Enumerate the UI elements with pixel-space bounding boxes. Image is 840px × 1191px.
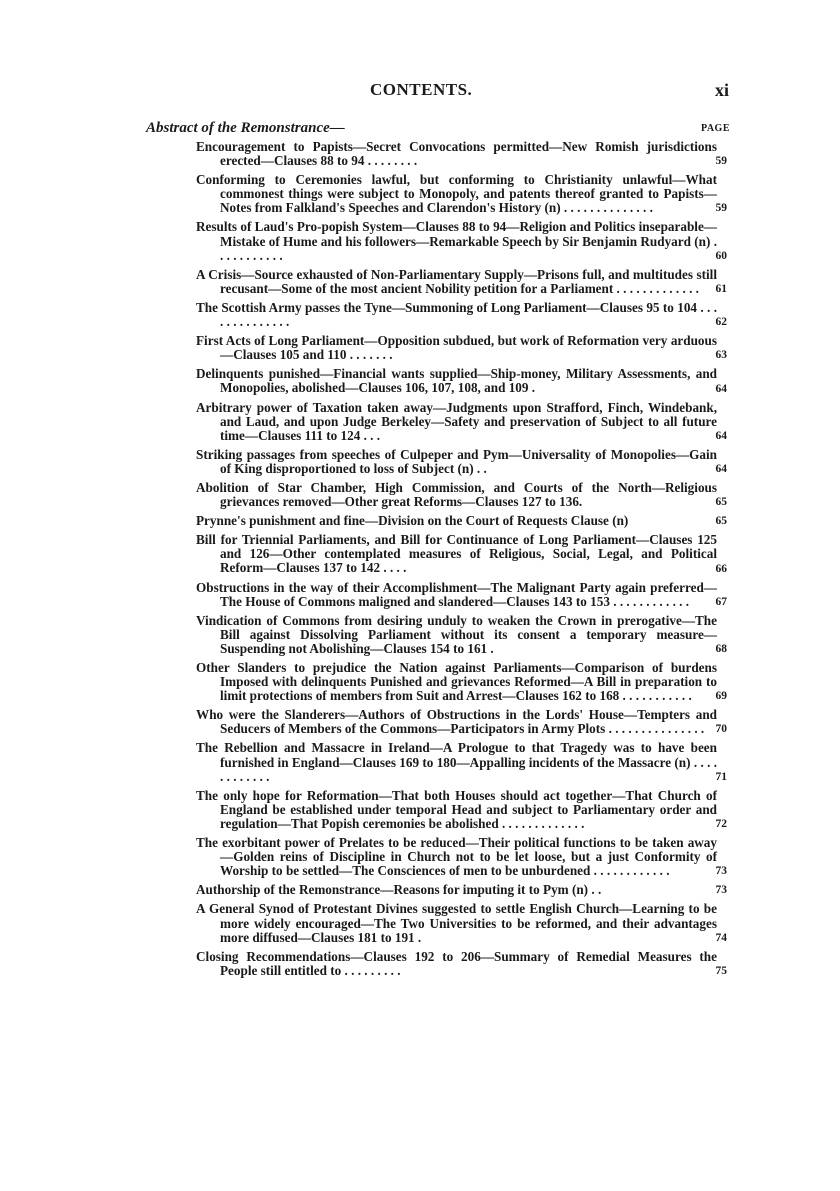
contents-entry xyxy=(196,367,730,395)
entry-page: 75 xyxy=(715,964,727,977)
entry-text: A Crisis—Source exhausted of Non-Parliamentary Supply—Prisons full, and multitudes still recusant—Some of the most ancient Nobility petition for a Parliament . . . . . . . . . . . . . xyxy=(196,266,717,296)
contents-entry xyxy=(196,220,730,262)
contents-entry xyxy=(196,334,730,362)
contents-entry xyxy=(196,708,730,736)
entry-page: 60 xyxy=(715,249,727,262)
entry-page: 61 xyxy=(715,282,727,295)
entry-page: 64 xyxy=(715,462,727,475)
contents-entry xyxy=(196,883,730,897)
section-heading xyxy=(146,120,730,138)
entry-page: 67 xyxy=(715,595,727,608)
contents-entry xyxy=(196,533,730,575)
entry-text: Authorship of the Remonstrance—Reasons for imputing it to Pym (n) . . xyxy=(196,882,602,898)
entry-text: Vindication of Commons from desiring unduly to weaken the Crown in prerogative—The Bill against Dissolving Parliament without its consent a temporary measure—Suspending not Abolishing—Clauses 154 to 161 . xyxy=(196,612,717,656)
contents-entry xyxy=(196,836,730,878)
entry-page: 73 xyxy=(715,884,727,897)
entry-text: Bill for Triennial Parliaments, and Bill for Continuance of Long Parliament—Clauses 125 and 126—Other contemplated measures of Religious, Social, Legal, and Political Reform—Clauses 137 to 142 . . . . xyxy=(196,532,717,576)
entry-text: The Scottish Army passes the Tyne—Summoning of Long Parliament—Clauses 95 to 104 . . . . . . . . . . . . . . xyxy=(196,299,717,330)
contents-entry xyxy=(196,301,730,329)
contents-entry xyxy=(196,581,730,609)
contents-entry xyxy=(196,514,730,528)
entry-page: 69 xyxy=(715,690,727,703)
entry-page: 62 xyxy=(715,316,727,329)
contents-entry xyxy=(196,614,730,656)
contents-entry xyxy=(196,661,730,703)
entry-text: A General Synod of Protestant Divines suggested to settle English Church—Learning to be more widely encouraged—The Two Universities to be reformed, and their advantages more diffused—Clauses 181 to 191 . xyxy=(196,901,717,945)
contents-entry xyxy=(196,950,730,978)
contents-entry xyxy=(196,902,730,944)
contents-entry xyxy=(196,268,730,296)
entry-page: 59 xyxy=(715,155,727,168)
entry-text: Arbitrary power of Taxation taken away—Judgments upon Strafford, Finch, Windebank, and Laud, and upon Judge Berkeley—Safety and preservation of Subject to all future time—Clauses 111 to 124 . . . xyxy=(196,399,717,443)
contents-entry xyxy=(196,140,730,168)
entry-text: Who were the Slanderers—Authors of Obstructions in the Lords' House—Tempters and Seducers of Members of the Commons—Participators in Army Plots . . . . . . . . . . . . . . . xyxy=(196,707,717,737)
entry-page: 66 xyxy=(715,562,727,575)
contents-entry xyxy=(196,173,730,215)
entry-page: 65 xyxy=(715,515,727,528)
entry-text: Encouragement to Papists—Secret Convocations permitted—New Romish jurisdictions erected—Clauses 88 to 94 . . . . . . . . xyxy=(196,139,717,169)
entry-page: 59 xyxy=(715,202,727,215)
entry-page: 70 xyxy=(715,723,727,736)
contents-entry xyxy=(196,741,730,783)
entry-text: Conforming to Ceremonies lawful, but conforming to Christianity unlawful—What commonest things were subject to Monopoly, and patents thereof granted to Papists—Notes from Falkland's Speeches and Clarendon's History (n) . . . . . . . . . . . . . . xyxy=(196,172,717,216)
entry-text: Striking passages from speeches of Culpeper and Pym—Universality of Monopolies—Gain of King disproportioned to loss of Subject (n) . . xyxy=(196,446,717,476)
entry-page: 72 xyxy=(715,818,727,831)
entry-text: Closing Recommendations—Clauses 192 to 206—Summary of Remedial Measures the People still entitled to . . . . . . . . . xyxy=(196,948,717,978)
entry-page: 64 xyxy=(715,429,727,442)
entry-text: Prynne's punishment and fine—Division on the Court of Requests Clause (n) xyxy=(196,513,629,529)
contents-entry xyxy=(196,789,730,831)
contents-entry xyxy=(196,448,730,476)
entry-text: The exorbitant power of Prelates to be reduced—Their political functions to be taken away—Golden reins of Discipline in Church not to be let loose, but a just Conformity of Worship to be settled—The Consciences of men to be unburdened . . . . . . . . . . . . xyxy=(196,835,717,879)
entry-page: 74 xyxy=(715,931,727,944)
entry-text: Other Slanders to prejudice the Nation against Parliaments—Comparison of burdens Imposed with delinquents Punished and grievances Reformed—A Bill in preparation to limit protections of members from Suit and Arrest—Clauses 162 to 168 . . . . . . . . . . . xyxy=(196,660,717,704)
page-title: CONTENTS. xyxy=(370,80,473,99)
entry-text: Results of Laud's Pro-popish System—Clauses 88 to 94—Religion and Politics inseparable—Mistake of Hume and his followers—Remarkable Speech by Sir Benjamin Rudyard (n) . . . . . . . . . . . xyxy=(196,219,717,263)
entry-page: 71 xyxy=(715,770,727,783)
page-column-label: PAGE xyxy=(700,123,730,134)
entry-text: Obstructions in the way of their Accomplishment—The Malignant Party again preferred—The House of Commons maligned and slandered—Clauses 143 to 153 . . . . . . . . . . . . xyxy=(196,579,717,609)
entry-text: Delinquents punished—Financial wants supplied—Ship-money, Military Assessments, and Monopolies, abolished—Clauses 106, 107, 108, and 109 . xyxy=(196,366,717,396)
page-number: xi xyxy=(714,80,729,100)
entry-page: 63 xyxy=(715,349,727,362)
entry-page: 64 xyxy=(715,382,727,395)
contents-list xyxy=(196,140,730,983)
entry-page: 73 xyxy=(715,865,727,878)
entry-page: 68 xyxy=(715,643,727,655)
entry-text: The Rebellion and Massacre in Ireland—A Prologue to that Tragedy was to have been furnished in England—Clauses 169 to 180—Appalling incidents of the Massacre (n) . . . . . . . . . . . . xyxy=(196,740,717,784)
entry-page: 65 xyxy=(715,496,727,509)
contents-entry xyxy=(196,401,730,443)
section-title: Abstract of the Remonstrance— xyxy=(146,120,345,136)
entry-text: The only hope for Reformation—That both Houses should act together—That Church of England be established under temporal Head and subject to Parliamentary order and regulation—That Popish ceremonies be abolished . . . . . . . . . . . . . xyxy=(196,787,717,831)
entry-text: Abolition of Star Chamber, High Commission, and Courts of the North—Religious grievances removed—Other great Reforms—Clauses 127 to 136. xyxy=(196,479,717,510)
entry-text: First Acts of Long Parliament—Opposition subdued, but work of Reformation very arduous—Clauses 105 and 110 . . . . . . . xyxy=(196,333,717,363)
contents-entry xyxy=(196,481,730,509)
page-header xyxy=(0,80,840,104)
